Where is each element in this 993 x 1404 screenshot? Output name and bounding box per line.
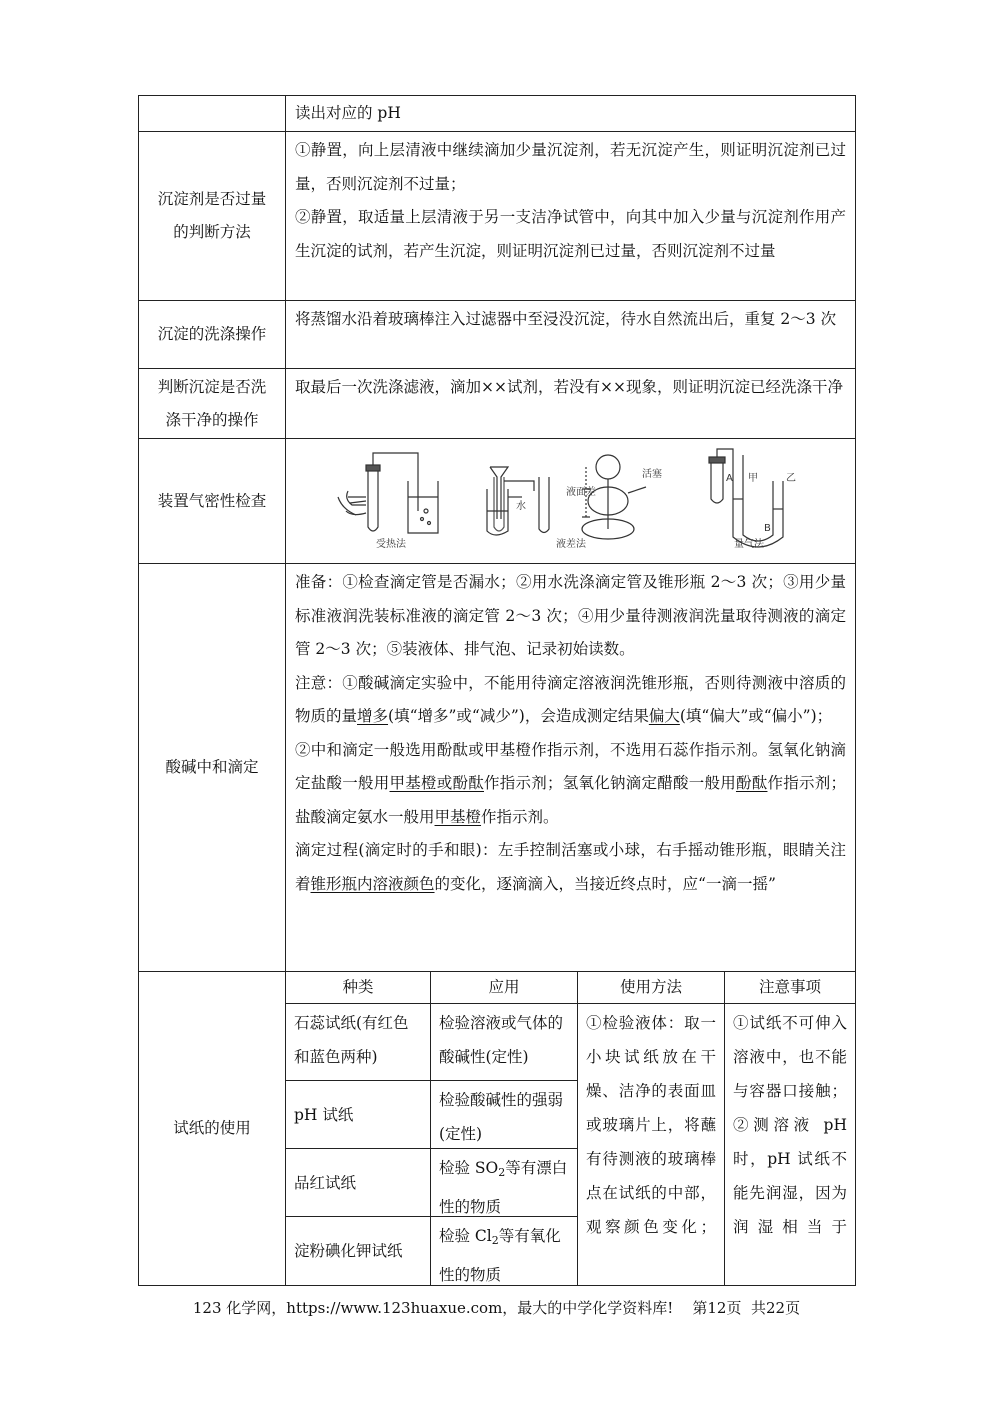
wash-text: 将蒸馏水沿着玻璃棒注入过滤器中至浸没沉淀，待水自然流出后，重复 2～3 次 (295, 310, 837, 328)
excess-label: 沉淀剂是否过量的判断方法 (157, 190, 267, 241)
paper-kind-starch-ki: 淀粉碘化钾试纸 (285, 1216, 431, 1286)
clean-text: 取最后一次洗涤滤液，滴加××试剂，若没有××现象，则证明沉淀已经洗涤干净 (295, 378, 843, 396)
paper-use-litmus: 检验溶液或气体的酸碱性(定性) (430, 1003, 578, 1081)
paper-use-magenta: 检验 $SO_2$等有漂白性的物质 (430, 1148, 578, 1217)
row-excess-text-cell (285, 131, 856, 301)
paper-kind-magenta: 品红试纸 (285, 1148, 431, 1217)
titration-label: 酸碱中和滴定 (165, 758, 259, 776)
clean-label: 判断沉淀是否洗涤干净的操作 (157, 377, 267, 429)
answer-indicator-acetic: 酚酞 (735, 774, 768, 792)
row-wash-label-cell (138, 300, 286, 369)
fig3-jia-label: 甲 (748, 473, 758, 484)
row-titration-text-cell (285, 563, 856, 972)
fig3-yi-label: 乙 (786, 473, 796, 484)
row-wash-text-cell (285, 300, 856, 369)
airtightness-figures (286, 439, 855, 563)
titration-process: 滴定过程(滴定时的手和眼)：左手控制活塞或小球，右手摇动锥形瓶，眼睛关注着锥形瓶内溶液颜色的变化，逐滴滴入，当接近终点时，应“一滴一摇” (295, 841, 846, 893)
answer-indicator-ammonia: 甲基橙 (434, 807, 482, 826)
paper-label: 试纸的使用 (173, 1119, 251, 1137)
fig3-b-label: B (764, 523, 771, 534)
row-paper-label-cell (138, 971, 286, 1286)
answer-more: 增多 (357, 707, 389, 725)
fig2-valve-label: 活塞 (642, 469, 662, 480)
excess-line1: ①静置，向上层清液中继续滴加少量沉淀剂，若无沉淀产生，则证明沉淀剂已过量，否则沉淀剂不过量； (295, 141, 846, 193)
paper-use-starch-ki: 检验 $Cl_2$等有氧化性的物质 (430, 1216, 578, 1286)
fig3-a-label: A (726, 473, 733, 484)
titration-prep: 准备：①检查滴定管是否漏水；②用水洗涤滴定管及锥形瓶 2～3 次；③用少量标准液润洗装标准液的滴定管 2～3 次；④用少量待测液润洗量取待测液的滴定管 2～3 次；⑤装液体、排气泡、记录初始读数。 (295, 573, 846, 658)
row-clean-label-cell (138, 368, 286, 439)
paper-use-ph: 检验酸碱性的强弱(定性) (430, 1080, 578, 1149)
paper-kind-litmus: 石蕊试纸(有红色和蓝色两种) (285, 1003, 431, 1081)
paper-header-caution: 注意事项 (724, 971, 856, 1004)
titration-note1: 注意：①酸碱滴定实验中，不能用待滴定溶液润洗锥形瓶，否则待测液中溶质的物质的量增多(填“增多”或“减少”)，会造成测定结果偏大(填“偏大”或“偏小”)； (295, 673, 846, 725)
paper-header-use: 应用 (430, 971, 578, 1004)
answer-larger: 偏大 (648, 707, 680, 725)
ph-text: 读出对应的 pH (295, 104, 401, 122)
fig1-caption: 受热法 (376, 539, 406, 550)
row-titration-label-cell (138, 563, 286, 972)
wash-label: 沉淀的洗涤操作 (157, 325, 267, 343)
row-airtight-label-cell (138, 438, 286, 564)
paper-method: ①检验液体：取一小块试纸放在干燥、洁净的表面皿或玻璃片上，将蘸有待测液的玻璃棒点在试纸的中部，观察颜色变化； (577, 1003, 725, 1286)
airtight-label: 装置气密性检查 (157, 491, 267, 510)
titration-note2: ②中和滴定一般选用酚酞或甲基橙作指示剂，不选用石蕊作指示剂。氢氧化钠滴定盐酸一般用甲基橙或酚酞作指示剂；氢氧化钠滴定醋酸一般用酚酞作指示剂；盐酸滴定氨水一般用甲基橙作指示剂。 (295, 740, 846, 826)
answer-color: 锥形瓶内溶液颜色 (310, 874, 435, 893)
paper-kind-ph: pH 试纸 (285, 1080, 431, 1149)
row-excess-label-cell (138, 131, 286, 301)
fig3-caption: 量气法 (734, 539, 764, 550)
fig2-water-label: 水 (516, 501, 526, 512)
excess-line2: ②静置，取适量上层清液于另一支洁净试管中，向其中加入少量与沉淀剂作用产生沉淀的试剂，若产生沉淀，则证明沉淀剂已过量，否则沉淀剂不过量 (295, 208, 846, 260)
answer-indicator-hcl: 甲基橙或酚酞 (389, 774, 484, 792)
paper-header-kind: 种类 (285, 971, 431, 1004)
row-airtight-figure-cell (285, 438, 856, 564)
footer-text: 123 化学网，https://www.123huaxue.com，最大的中学化学资料库! 第12页 共22页 (192, 1299, 801, 1317)
page-footer (0, 1297, 993, 1321)
row-clean-text-cell (285, 368, 856, 439)
fig2-caption: 液差法 (556, 539, 586, 550)
row-ph-label-cell (138, 95, 286, 132)
paper-header-method: 使用方法 (577, 971, 725, 1004)
fig2-level-label: 液面差 (566, 487, 596, 498)
paper-caution: ①试纸不可伸入溶液中，也不能与容器口接触；②测溶液 pH 时，pH 试纸不能先润湿，因为润湿相当于 (724, 1003, 856, 1286)
row-ph-text-cell (285, 95, 856, 132)
